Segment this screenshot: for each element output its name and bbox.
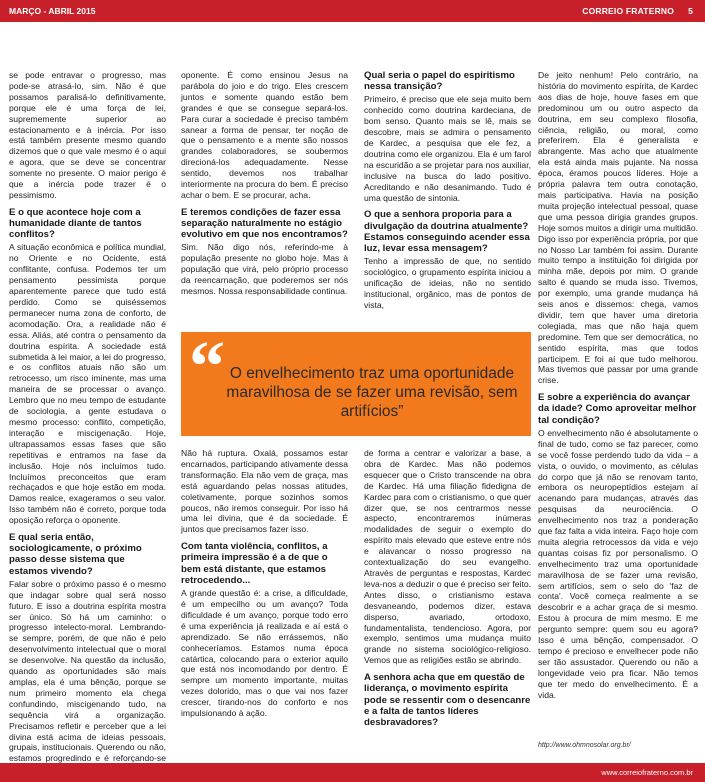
paragraph: A situação econômica e política mundial, no Oriente e no Ocidente, está conflitante, confusa. Podemos ter um pensamento pessimista porque aparentemente parece que tudo está perdido. Como se quiséssemos permanecer numa zona de conforto, de acomodação. Ora, a realidade não é essa. Aliás, até contra o pensamento da doutrina espírita. A sociedade está submetida à lei maior, a lei do progresso, e os conflitos atuais não são um retrocesso, um risco iminente, mas uma maneira de se processar o avanço. Lembro que no meu tempo de estudante de sociologia, a gente estudava o mesmo processo: conflito, competição, interação e miscigenação. Hoje, ultrapassamos essas fases que são repetitivas e entramos na fase da inclusão. Hoje nós incluímos tudo. Incluímos preconceitos que eram rechaçados e que hoje estão em moda. Damos realce, exageramos o seu valor. Isso também não é correto, porque toda oposição reforça o oponente. (9, 242, 166, 526)
publication-title: CORREIO FRATERNO (582, 6, 675, 16)
paragraph: Primeiro, é preciso que ele seja muito bem conhecido como doutrina kardeciana, de bom senso. Quanto mais se lê, mais se descobre, mais se admira o pensamento de Kardec, a pesquisa que ele fez, a doutrina como ele organizou. Ela é um farol na escuridão a se projetar para nos auxiliar, inclusive na busca do lado positivo. Acreditando e não desanimando. Tudo é uma questão de sintonia. (364, 94, 531, 203)
pull-quote-text: O envelhecimento traz uma oportunidade maravilhosa de se fazer uma revisão, sem artifícios” (226, 365, 518, 420)
column-4 (538, 70, 698, 701)
pull-quote (181, 326, 531, 436)
column-1 (9, 70, 166, 775)
question-heading: E o que acontece hoje com a humanidade diante de tantos conflitos? (9, 206, 142, 241)
website-link[interactable]: www.correiofraterno.com.br (601, 768, 693, 777)
paragraph: de forma a centrar e valorizar a base, a obra de Kardec. Mas não podemos esquecer que o Cristo transcende na obra de Kardec. Há uma filiação fidedigna de Kardec para com o cristianismo, o que quer dizer que, se nos centrarmos nesse aspecto, encontraremos inúmeras modalidades de seguir o exemplo do espírito mais elevado que esteve entre nós e alavancar o nosso progresso na contextualização do seu evangelho. Através de perguntas e respostas, Kardec leva-nos a deduzir o que é preciso ser feito. Antes disso, o cristianismo estava desvaneando, podemos dizer, estava disperso, avariado, ortodoxo, fundamentalista, tendencioso. Agora, por exemplo, sentimos uma mudança muito grande no sistema sociológico-religioso. Vemos que as religiões estão se abrindo. (364, 448, 531, 666)
paragraph: Não há ruptura. Oxalá, possamos estar encarnados, participando ativamente dessa transformação. Ela não vem de graça, mas está aguardando pelas nossas atitudes, coletivamente, porque sozinhos somos poucos, não iremos conseguir. Por isso há uma lei divina, que é da sociedade. É juntos que precisamos fazer isso. (181, 448, 348, 535)
question-heading: O que a senhora proporia para a divulgação da doutrina atualmente? Estamos conseguindo acender essa luz, levar essa mensagem? (364, 209, 530, 255)
paragraph: se pode entravar o progresso, mas pode-se atrasá-lo, sim. Não é que possamos paralisá-lo definitivamente, porque ele é uma força de lei, suprememente superior ao estacionamento e à inércia. Por isso está também presente mesmo quando dizemos que o que vale mesmo é o aqui e agora, que se deve se concentrar somente no presente. O maior perigo é que a inércia pode trazer é o pessimismo. (9, 70, 166, 200)
paragraph: A grande questão é: a crise, a dificuldade, é um empecilho ou um avanço? Toda dificuldade é um avanço, porque todo erro é uma experiência já realizada e aí está o aprendizado. Se não errássemos, não conheceríamos. Estamos numa época catártica, colocando para o exterior aquilo que está nos incomodando por dentro. É sempre um momento importante, muitas vezes dolorido, mas o que vai nos fazer crescer, tirando-nos do conforto e nos impulsionando à ação. (181, 588, 348, 719)
source-link[interactable]: http://www.ohmnosolar.org.br/ (538, 742, 631, 749)
question-heading: Com tanta violência, conflitos, a primeira impressão é a de que o bem está distante, que estamos retrocedendo... (181, 541, 328, 586)
page-header (0, 0, 705, 22)
paragraph: Tenho a impressão de que, no sentido sociológico, o grupamento espírita iniciou a unificação de ideias, não no sentido institucional, orgânico, mas de pontos de vista, (364, 256, 531, 310)
page-number: 5 (688, 6, 693, 16)
column-2-top (181, 70, 348, 297)
column-3-bottom (364, 448, 531, 730)
paragraph: Sim. Não digo nós, referindo-me à população presente no globo hoje. Mas à população que virá, pelo próprio processo da reencarnação, que poderemos ser nós mesmos. Nossa responsabilidade continua. (181, 242, 348, 297)
paragraph: O envelhecimento não é absolutamente o final de tudo, como se faz parecer, como se você fosse perdendo tudo da vida – a vista, o ouvido, o movimento, as células do corpo que já não se renovam tanto, embora os neuropeptídios estejam aí acenando para mudanças, através das pesquisas da neurociência. O envelhecimento nos traz a ponderação que faz falta a vida inteira. Faço hoje com muita alegria retrocessos da vida e vejo quantas coisas fiz por personalismo. O envelhecimento traz uma oportunidade maravilhosa de se fazer uma revisão, sem artifícios, sem o selo do 'faz de conta'. Você começa realmente a se descobrir e a achar graça de si mesmo. Estou à procura de mim mesmo. E me pergunto sempre: quem sou eu agora? Isso é uma bênção, compensador. O tempo é precioso e envelhecer pode não ser tão assustador. Querendo ou não a longevidade veio pra ficar. Não temos que ter medo do envelhecimento. É a vida. (538, 427, 698, 700)
question-heading: E sobre a experiência do avançar da idade? Como aproveitar melhor tal condição? (538, 392, 697, 426)
issue-date: MARÇO - ABRIL 2015 (9, 6, 96, 16)
quote-mark-icon: “ (189, 326, 225, 406)
paragraph: Falar sobre o próximo passo é o mesmo que indagar sobre qual será nosso futuro. E isso a doutrina espírita mostra ser único. Só há um caminho: o progresso intelecto-moral. Lembrando-se sempre, porém, de que não é pelo desenvolvimento intelectual que o moral se desenvolve. Na questão da inclusão, quando as oportunidades são mais amplas, ela é uma bênção, porque se num primeiro momento ela chega confundindo, miscigenando tudo, na sequência virá a organização. Precisamos refletir e perceber que a lei divina está acima de ideias pessoais, grupais, institucionais. Querendo ou não, estamos progredindo e é reforçando-se (9, 578, 166, 764)
publication-name (582, 6, 693, 16)
column-3-top (364, 70, 531, 311)
question-heading: E teremos condições de fazer essa separação naturalmente no estágio evolutivo em que nos encontramos? (181, 206, 348, 241)
page-footer (0, 763, 705, 782)
question-heading: A senhora acha que em questão de liderança, o movimento espírita pode se ressentir com o desencanre e a falta de tantos líderes desbravadores? (364, 672, 531, 728)
column-2-bottom (181, 448, 348, 719)
question-heading: E qual seria então, sociologicamente, o próximo passo desse sistema que estamos vivendo? (9, 532, 142, 577)
paragraph: oponente. É como ensinou Jesus na parábola do joio e do trigo. Eles crescem juntos e somente quando estão bem grandes é que se consegue separá-los. Para curar a sociedade é preciso também sanear a forma de pensar, ter noção de que o pensamento e a mente são nossos grandes colaboradores, se soubermos direcioná-los adequadamente. Nesse sentido, devemos nos trabalhar interiormente na procura do bem. É preciso achar o bem. E se procurar, acha. (181, 70, 348, 200)
paragraph: De jeito nenhum! Pelo contrário, na história do movimento espírita, de Kardec aos dias de hoje, houve fases em que predominou um ou outro aspecto da doutrina, em seu complexo filosofia, ciência, religião, ou moral, como preferirem. Ela é generalista e abrangente. Mas acho que atualmente ela está ainda mais pujante. Na nossa época, éramos poucos líderes. Hoje a própria palavra tem outra conotação, mais participativa. Havia na posição muita projeção intelectual pessoal, quase que uma pessoa dirigia grandes grupos. Hoje somos muitos a dirigir uma multidão. Digo isso por experiência própria, por que no Nosso Lar também foi assim. Durante muito tempo a instituição foi dirigida por minha mãe, depois por mim. O grande salto é quando se muda isso. Tivemos, por exemplo, uma grande mudança há seis anos e dissemos: chega, vamos dividir, tem que haver uma diretoria colegiada, mas que não haja quem predomine. Tem que ser democrática, no sentido espírita, mas que todos participem. E foi aí que tudo melhorou. Mas tivemos que passar por uma grande crise. (538, 70, 698, 386)
question-heading: Qual seria o papel do espiritismo nessa transição? (364, 70, 515, 93)
